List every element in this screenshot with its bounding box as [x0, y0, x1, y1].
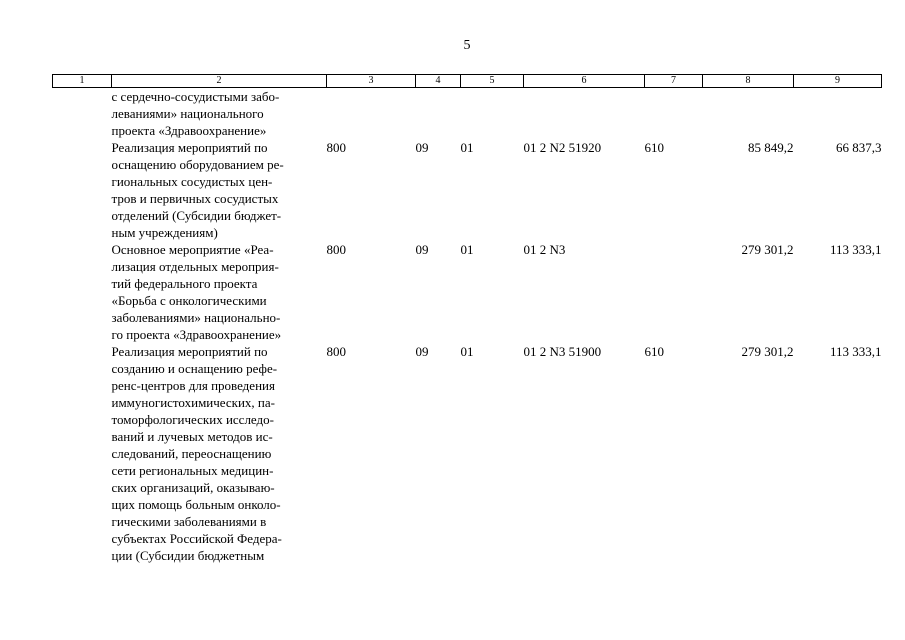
expense-type-code: 610 — [644, 344, 664, 359]
column-header-7: 7 — [645, 75, 703, 88]
row-name-line: ваний и лучевых методов ис- — [111, 429, 273, 444]
page-number: 5 — [463, 38, 471, 53]
section-code: 09 — [415, 344, 429, 359]
expense-type-code: 610 — [644, 140, 664, 155]
row-name-line: с сердечно-сосудистыми забо- — [111, 89, 280, 104]
row-name-line: Реализация мероприятий по — [111, 344, 268, 359]
ministry-code: 800 — [326, 140, 346, 155]
row-name-line: заболеваниями» национально- — [111, 310, 281, 325]
row-name-line: субъектах Российской Федера- — [111, 531, 282, 546]
row-name-line: го проекта «Здравоохранение» — [111, 327, 282, 342]
subsection-code: 01 — [460, 140, 474, 155]
row-name-line: созданию и оснащению рефе- — [111, 361, 278, 376]
row-name-line: тий федерального проекта — [111, 276, 258, 291]
row-name-line: ным учреждениям) — [111, 225, 218, 240]
column-header-6: 6 — [524, 75, 645, 88]
row-name — [112, 241, 327, 343]
subsection-code — [461, 88, 524, 140]
subsection-code: 01 — [460, 242, 474, 257]
amount-col8: 279 301,2 — [741, 242, 794, 257]
row-name — [112, 139, 327, 241]
amount-col8: 279 301,2 — [741, 344, 794, 359]
amount-col9: 113 333,1 — [829, 242, 882, 257]
ministry-code: 800 — [326, 242, 346, 257]
table-row — [53, 343, 882, 564]
row-name-line: гическими заболеваниями в — [111, 514, 267, 529]
row-name — [112, 343, 327, 564]
row-name-line: ции (Субсидии бюджетным — [111, 548, 265, 563]
row-name-line: ских организаций, оказываю- — [111, 480, 275, 495]
row-name-line: «Борьба с онкологическими — [111, 293, 267, 308]
row-name-line: следований, переоснащению — [111, 446, 272, 461]
column-header-8: 8 — [703, 75, 794, 88]
column-header-5: 5 — [461, 75, 524, 88]
column-header-1: 1 — [53, 75, 112, 88]
subsection-code: 01 — [460, 344, 474, 359]
row-name-line: проекта «Здравоохранение» — [111, 123, 267, 138]
amount-col8: 85 849,2 — [748, 140, 794, 155]
amount-col8 — [703, 88, 794, 140]
row-name-line: ренс-центров для проведения — [111, 378, 275, 393]
ministry-code — [327, 88, 416, 140]
column-header-4: 4 — [416, 75, 461, 88]
table-row — [53, 241, 882, 343]
row-name-line: Основное мероприятие «Реа- — [111, 242, 274, 257]
target-article-code — [524, 88, 645, 140]
ministry-code: 800 — [326, 344, 346, 359]
expense-type-code — [645, 88, 703, 140]
column-header-3: 3 — [327, 75, 416, 88]
amount-col9: 113 333,1 — [829, 344, 882, 359]
section-code — [416, 88, 461, 140]
row-name-line: томорфологических исследо- — [111, 412, 274, 427]
column-number-row — [53, 75, 882, 88]
section-code: 09 — [415, 242, 429, 257]
amount-col9 — [794, 88, 882, 140]
row-name-line: иммуногистохимических, па- — [111, 395, 275, 410]
column-header-2: 2 — [112, 75, 327, 88]
expense-type-code — [645, 241, 703, 343]
amount-col9: 66 837,3 — [836, 140, 882, 155]
row-name-line: отделений (Субсидии бюджет- — [111, 208, 282, 223]
row-name-line: гиональных сосудистых цен- — [111, 174, 273, 189]
row-name-line: сети региональных медицин- — [111, 463, 274, 478]
row-name-line: Реализация мероприятий по — [111, 140, 268, 155]
budget-table — [52, 74, 882, 564]
target-article-code: 01 2 N3 51900 — [523, 344, 602, 359]
table-row — [53, 139, 882, 241]
column-header-9: 9 — [794, 75, 882, 88]
row-name — [112, 88, 327, 140]
target-article-code: 01 2 N3 — [523, 242, 566, 257]
row-name-line: тров и первичных сосудистых — [111, 191, 279, 206]
row-name-line: щих помощь больным онколо- — [111, 497, 281, 512]
row-name-line: лизация отдельных мероприя- — [111, 259, 279, 274]
target-article-code: 01 2 N2 51920 — [523, 140, 602, 155]
row-name-line: оснащению оборудованием ре- — [111, 157, 284, 172]
table-row — [53, 88, 882, 140]
section-code: 09 — [415, 140, 429, 155]
row-name-line: леваниями» национального — [111, 106, 264, 121]
